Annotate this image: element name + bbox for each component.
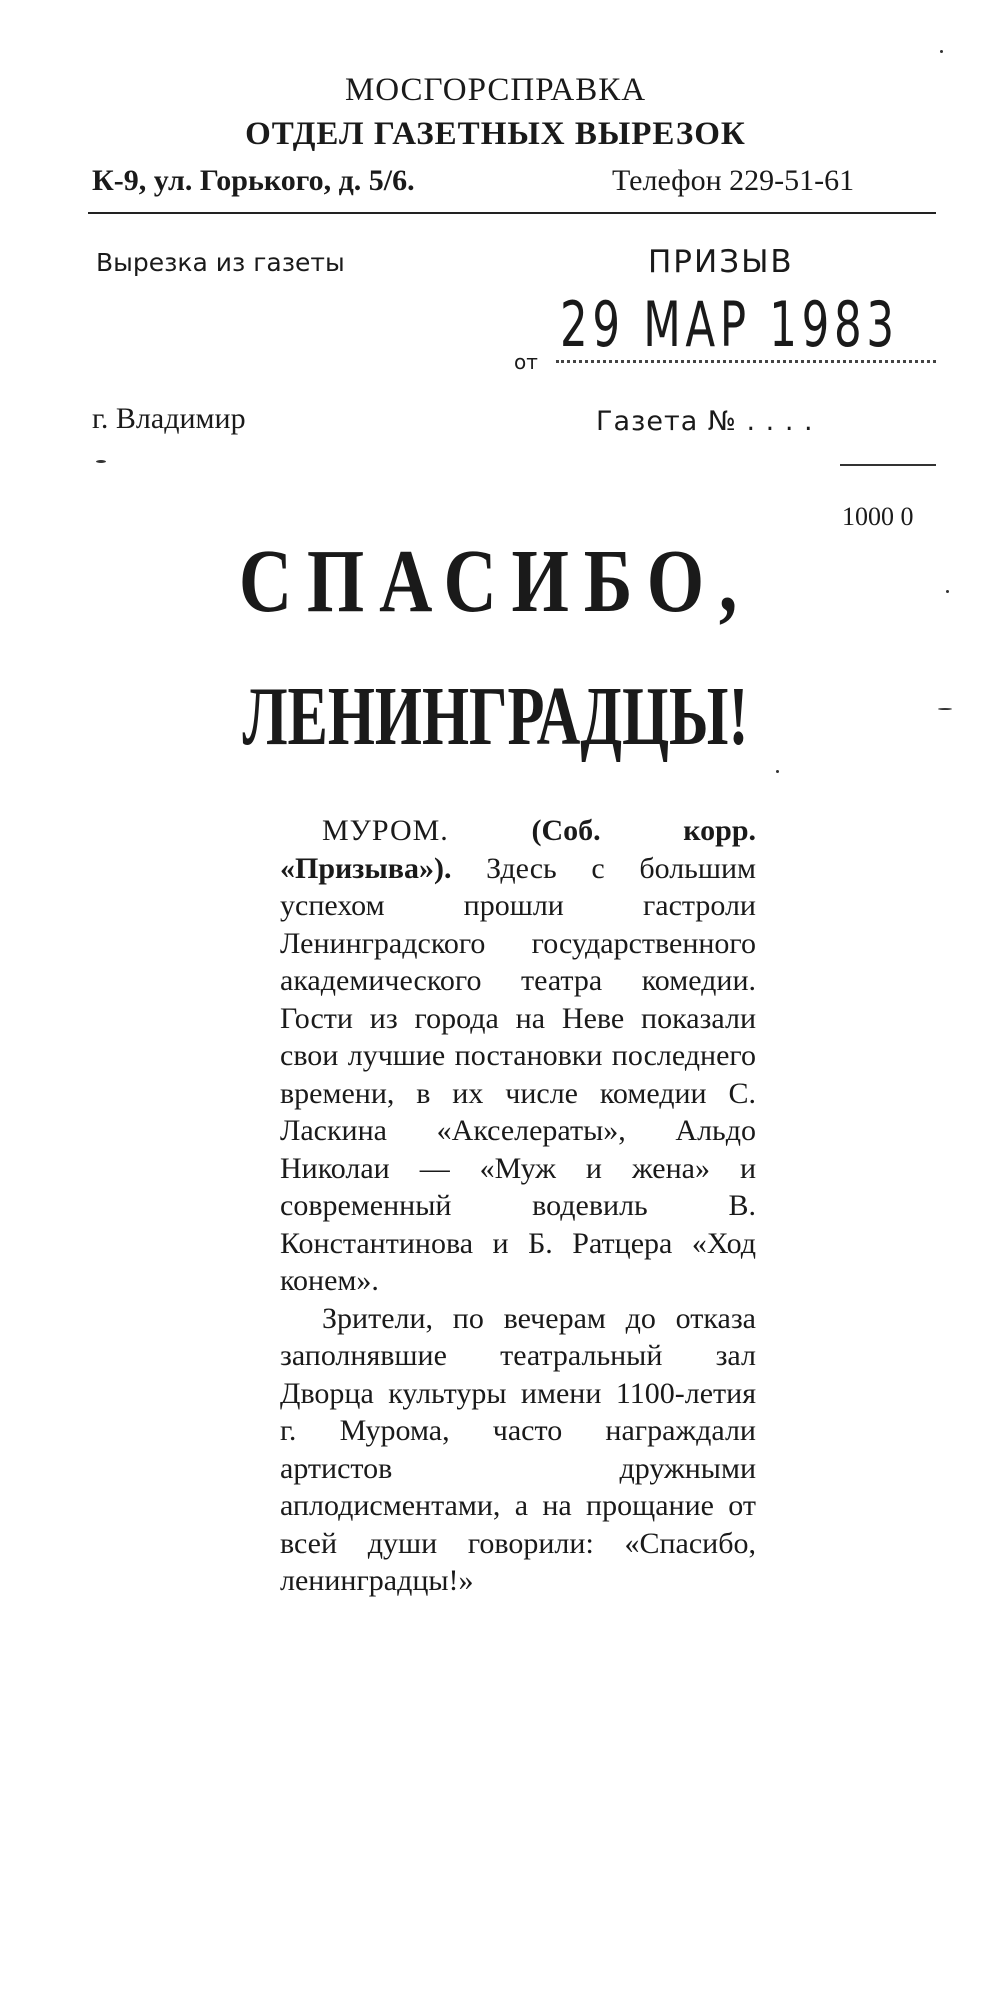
print-speck [940,50,943,53]
agency-phone: Телефон 229-51-61 [612,164,855,197]
print-speck [946,590,949,593]
department-name: ОТДЕЛ ГАЗЕТНЫХ ВЫРЕЗОК [245,116,746,152]
agency-address: К-9, ул. Горького, д. 5/6. [92,164,415,197]
date-stamp: 29 МАР 1983 [560,288,899,361]
newspaper-name: ПРИЗЫВ [648,244,794,280]
date-dotted-line [556,360,936,363]
clipping-label: Вырезка из газеты [96,248,345,277]
print-speck [96,460,106,463]
date-prefix: от [514,350,538,374]
print-speck [776,770,779,773]
headline-line-2: ЛЕНИНГРАДЦЫ! [242,670,749,763]
city-label: г. Владимир [92,402,246,435]
header-divider [88,212,936,214]
headline-line-1: СПАСИБО, [238,532,753,631]
print-speck [938,708,952,710]
article-body [280,812,756,1600]
gazeta-number: Газета № . . . . [596,406,814,437]
number-divider [840,464,936,466]
article-dateline: МУРОМ. [322,814,449,847]
article-byline: (Соб. корр. «Призыва»). [280,814,756,885]
article-paragraph-1-text: Здесь с большим успехом прошли гастроли Ленинградского государственного академического театра комедии. Гости из города на Неве показали свои лучшие постановки последнего времени, в их числе комедии С. Ласкина «Акселераты», Альдо Николаи — «Муж и жена» и современный водевиль В. Константинова и Б. Ратцера «Ход конем». [280,851,756,1297]
article-paragraph-2: Зрители, по вечерам до отказа заполнявшие театральный зал Дворца культуры имени 1100-летия г. Мурома, часто награждали артистов дружными аплодисментами, а на прощание от всей души говорили: «Спасибо, ленинградцы!» [280,1301,756,1597]
agency-name: МОСГОРСПРАВКА [344,72,647,108]
clipping-code: 1000 0 [842,502,914,531]
article-paragraph-1 [280,812,756,1300]
